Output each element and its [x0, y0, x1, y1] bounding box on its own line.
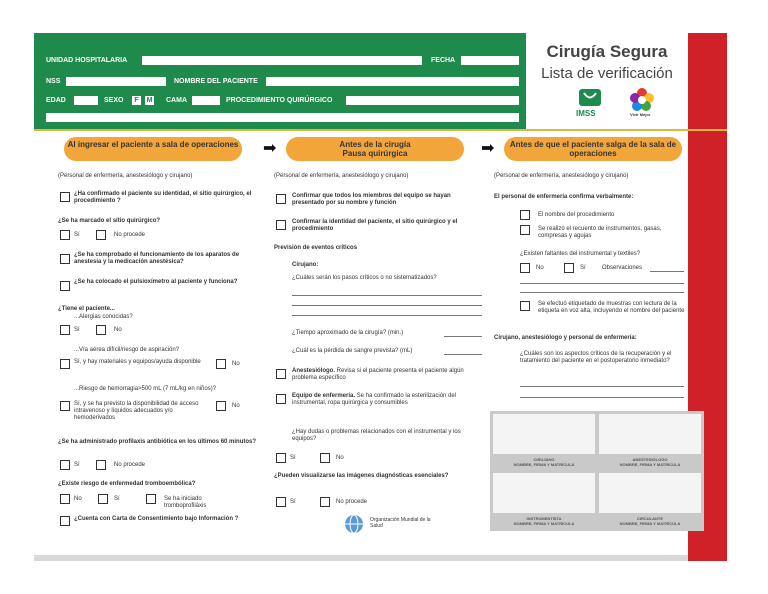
- oms-text: Organización Mundial de la Salud: [370, 517, 431, 529]
- dudas-si-label: Sí: [290, 455, 296, 461]
- q3-text: ¿Se ha comprobado el funcionamiento de los aparatos de anestesia y la medicación anestésica?: [74, 252, 240, 265]
- etiquetado-checkbox[interactable]: [520, 301, 530, 311]
- cama-label: CAMA: [166, 97, 187, 104]
- aspectos-line-1[interactable]: [520, 386, 684, 387]
- etiquetado-text: Se efectuó etiquetado de muestras con lectura de la etiqueta en voz alta, incluyendo el nombre del paciente: [538, 301, 685, 314]
- edad-label: EDAD: [46, 97, 66, 104]
- q8-checkbox[interactable]: [60, 516, 70, 526]
- faltantes-no-label: No: [536, 265, 544, 271]
- signature-label-anestesiologo: [599, 457, 701, 467]
- cirujano-enf-text: Cirujano, anestesiólogo y personal de enfermería:: [494, 335, 637, 341]
- alergias-si-checkbox[interactable]: [60, 325, 70, 335]
- sig-role: CIRCULANTE: [637, 516, 663, 521]
- via-si-label: Sí, y hay materiales y equipos/ayuda disponible: [74, 359, 201, 365]
- q6-noprocede-checkbox[interactable]: [96, 460, 106, 470]
- riesgo-si-label: Sí, y se ha previsto la disponibilidad de acceso intravenoso y líquidos adecuados y/o hemoderivados: [74, 401, 199, 421]
- nombre-proc-checkbox[interactable]: [520, 210, 530, 220]
- riesgo-no-checkbox[interactable]: [216, 401, 226, 411]
- observaciones-line-3[interactable]: [520, 292, 684, 293]
- confirma-text: El personal de enfermería confirma verbalmente:: [494, 194, 634, 200]
- sig-sub: NOMBRE, FIRMA Y MATRÍCULA: [513, 462, 575, 467]
- signature-label-instrumentista: [493, 516, 595, 526]
- observaciones-line-1[interactable]: [650, 271, 684, 272]
- aspectos-text: ¿Cuáles son los aspectos críticos de la recuperación y el tratamiento del paciente en el postoperatorio inmediato?: [520, 351, 672, 364]
- perdida-text: ¿Cuál es la pérdida de sangre prevista? (mL): [292, 348, 413, 354]
- q8-text: ¿Cuenta con Carta de Consentimiento bajo Información ?: [74, 516, 239, 522]
- faltantes-si-label: Sí: [580, 265, 586, 271]
- alergias-no-checkbox[interactable]: [96, 325, 106, 335]
- fecha-label: FECHA: [431, 57, 456, 64]
- q6-si-checkbox[interactable]: [60, 460, 70, 470]
- q6-noprocede-label: No procede: [114, 462, 146, 468]
- imagenes-si-checkbox[interactable]: [276, 497, 286, 507]
- separator: [34, 129, 727, 131]
- q6-si-label: Sí: [74, 462, 80, 468]
- pasos-line-2[interactable]: [292, 305, 482, 306]
- anest-rest: Revisa si el paciente presenta el paciente algún problema específico: [292, 368, 464, 381]
- anest-text: [292, 368, 472, 382]
- c1-checkbox[interactable]: [276, 194, 286, 204]
- cama-field[interactable]: [192, 96, 220, 105]
- patient-header: [34, 33, 526, 129]
- imss-logo-text: IMSS: [576, 109, 596, 118]
- via-no-checkbox[interactable]: [216, 359, 226, 369]
- perdida-line[interactable]: [444, 354, 482, 355]
- sig-role: ANESTESIÓLOGO: [632, 457, 668, 462]
- tiempo-line[interactable]: [444, 336, 482, 337]
- alergias-text: ...Alergias conocidas?: [74, 314, 133, 320]
- nss-label: NSS: [46, 78, 61, 85]
- riesgo-text: ...Riesgo de hemorragia>500 mL (7 mL/kg en niños)?: [74, 386, 217, 392]
- signature-box-circulante[interactable]: [599, 473, 701, 513]
- q4-text: ¿Se ha colocado el pulsioxímetro al paciente y funciona?: [74, 279, 238, 285]
- imagenes-si-label: Sí: [290, 499, 296, 505]
- oms-logo-icon: [342, 513, 366, 535]
- sig-role: INSTRUMENTISTA: [526, 516, 562, 521]
- sexo-label: SEXO: [104, 97, 124, 104]
- stage-pausa: [286, 137, 464, 161]
- anest-checkbox[interactable]: [276, 369, 286, 379]
- equipo-checkbox[interactable]: [276, 394, 286, 404]
- observaciones-line-2[interactable]: [520, 283, 684, 284]
- col2-personal: (Personal de enfermería, anestesiólogo y cirujano): [274, 173, 409, 179]
- tiempo-text: ¿Tiempo aproximado de la cirugía? (min.): [292, 330, 404, 336]
- bottom-strip: [34, 555, 688, 561]
- extra-field[interactable]: [46, 113, 519, 122]
- title-block: [526, 33, 688, 129]
- signature-label-circulante: [599, 516, 701, 526]
- cirujano-text: Cirujano:: [292, 262, 319, 268]
- stage-ingreso: [64, 137, 242, 161]
- nss-field[interactable]: [66, 77, 166, 86]
- c2-text: Confirmar la identidad del paciente, el sitio quirúrgico y el procedimiento: [292, 219, 458, 232]
- signature-box-anestesiologo[interactable]: [599, 414, 701, 454]
- stage-pausa-label: Antes de la cirugía: [339, 140, 411, 149]
- title-main: Cirugía Segura: [546, 42, 668, 61]
- riesgo-no-label: No: [232, 403, 240, 409]
- sexo-m-option[interactable]: M: [146, 97, 153, 104]
- dudas-no-label: No: [336, 455, 344, 461]
- q7-si-checkbox[interactable]: [98, 494, 108, 504]
- q7-si-label: Sí: [114, 496, 120, 502]
- dudas-si-checkbox[interactable]: [276, 453, 286, 463]
- sig-sub: NOMBRE, FIRMA Y MATRÍCULA: [513, 521, 575, 526]
- equipo-rest: Se ha confirmado la esterilización del instrumental, ropa quirúrgica y consumibles: [292, 393, 457, 406]
- recuento-checkbox[interactable]: [520, 225, 530, 235]
- equipo-bold: Equipo de enfermería.: [292, 393, 356, 399]
- signature-box-instrumentista[interactable]: [493, 473, 595, 513]
- col3-personal: (Personal de enfermería, anestesiólogo y cirujano): [494, 173, 629, 179]
- checklist-document: [34, 33, 727, 561]
- vivir-mejor-text: Vivir Mejor: [630, 112, 651, 117]
- sexo-f-option[interactable]: F: [132, 96, 141, 105]
- q4-checkbox[interactable]: [60, 281, 70, 291]
- q7-iniciado-checkbox[interactable]: [146, 494, 156, 504]
- dudas-text: ¿Hay dudas o problemas relacionados con el instrumental y los equipos?: [292, 429, 461, 442]
- fecha-field[interactable]: [461, 56, 519, 65]
- sig-sub: NOMBRE, FIRMA Y MATRÍCULA: [619, 462, 681, 467]
- q7-text: ¿Existe riesgo de enfermedad tromboembólica?: [58, 481, 196, 487]
- imagenes-noprocede-label: No procede: [336, 499, 368, 505]
- q2-text: ¿Se ha marcado el sitio quirúrgico?: [58, 218, 161, 224]
- c1-text: Confirmar que todos los miembros del equipo se hayan presentado por su nombre y función: [292, 193, 451, 206]
- alergias-no-label: No: [114, 327, 122, 333]
- signature-box-cirujano[interactable]: [493, 414, 595, 454]
- faltantes-text: ¿Existen faltantes del instrumental y textiles?: [520, 251, 641, 257]
- unidad-label: UNIDAD HOSPITALARIA: [46, 57, 128, 64]
- unidad-field[interactable]: [142, 56, 422, 65]
- imagenes-text: ¿Pueden visualizarse las imágenes diagnósticas esenciales?: [274, 473, 449, 479]
- pasos-line-1[interactable]: [292, 295, 482, 296]
- q5-text: ¿Tiene el paciente...: [58, 306, 115, 312]
- dudas-no-checkbox[interactable]: [320, 453, 330, 463]
- via-no-label: No: [232, 361, 240, 367]
- faltantes-si-checkbox[interactable]: [564, 263, 574, 273]
- vivir-mejor-flower-icon: [629, 87, 655, 111]
- pasos-text: ¿Cuáles serán los pasos críticos o no sistematizados?: [292, 275, 437, 281]
- anest-bold: Anestesiólogo.: [292, 368, 336, 374]
- procedimiento-field[interactable]: [346, 96, 519, 105]
- stage-salida-label: Antes de que el paciente salga de la sala de operaciones: [509, 140, 677, 158]
- faltantes-no-checkbox[interactable]: [520, 263, 530, 273]
- imagenes-noprocede-checkbox[interactable]: [320, 497, 330, 507]
- title-sub: Lista de verificación: [541, 65, 673, 82]
- nombre-label: NOMBRE DEL PACIENTE: [174, 78, 258, 85]
- q6-text: ¿Se ha administrado profilaxis antibiótica en los últimos 60 minutos?: [58, 439, 257, 445]
- q1-text: ¿Ha confirmado el paciente su identidad, el sitio quirúrgico, el procedimiento ?: [74, 191, 252, 204]
- stage-ingreso-label: Al ingresar el paciente a sala de operaciones: [67, 140, 239, 149]
- edad-field[interactable]: [74, 96, 98, 105]
- q1-checkbox[interactable]: [60, 192, 70, 202]
- procedimiento-label: PROCEDIMIENTO QUIRÚRGICO: [226, 97, 333, 104]
- q7-no-label: No: [74, 496, 82, 502]
- c2-checkbox[interactable]: [276, 220, 286, 230]
- prevision-text: Previsión de eventos críticos: [274, 245, 358, 251]
- stage-pausa-sublabel: Pausa quirúrgica: [342, 149, 408, 158]
- stage-salida: [504, 137, 682, 161]
- aspectos-line-2[interactable]: [520, 397, 684, 398]
- arrow-right-icon: ➡: [481, 140, 495, 157]
- observaciones-label: Observaciones: [602, 265, 643, 271]
- sig-sub: NOMBRE, FIRMA Y MATRÍCULA: [619, 521, 681, 526]
- nombre-field[interactable]: [266, 77, 519, 86]
- signature-label-cirujano: [493, 457, 595, 467]
- col1-personal: (Personal de enfermería, anestesiólogo y cirujano): [58, 173, 193, 179]
- riesgo-si-checkbox[interactable]: [60, 401, 70, 411]
- equipo-text: [292, 393, 472, 407]
- q2-si-label: Sí: [74, 232, 80, 238]
- arrow-right-icon: ➡: [263, 140, 277, 157]
- q2-noprocede-checkbox[interactable]: [96, 230, 106, 240]
- q3-checkbox[interactable]: [60, 254, 70, 264]
- via-text: ...Vía aérea difícil/riesgo de aspiración?: [74, 347, 180, 353]
- recuento-text: Se realizó el recuento de instrumentos, gasas, compresas y agujas: [538, 226, 662, 239]
- q7-iniciado-label: Se ha iniciado tromboprofiláxis: [164, 496, 207, 509]
- via-si-checkbox[interactable]: [60, 359, 70, 369]
- q7-no-checkbox[interactable]: [60, 494, 70, 504]
- sig-role: CIRUJANO: [533, 457, 555, 462]
- nombre-proc-text: El nombre del procedimiento: [538, 212, 615, 218]
- alergias-si-label: Sí: [74, 327, 80, 333]
- pasos-line-3[interactable]: [292, 315, 482, 316]
- q2-noprocede-label: No procede: [114, 232, 146, 238]
- q2-si-checkbox[interactable]: [60, 230, 70, 240]
